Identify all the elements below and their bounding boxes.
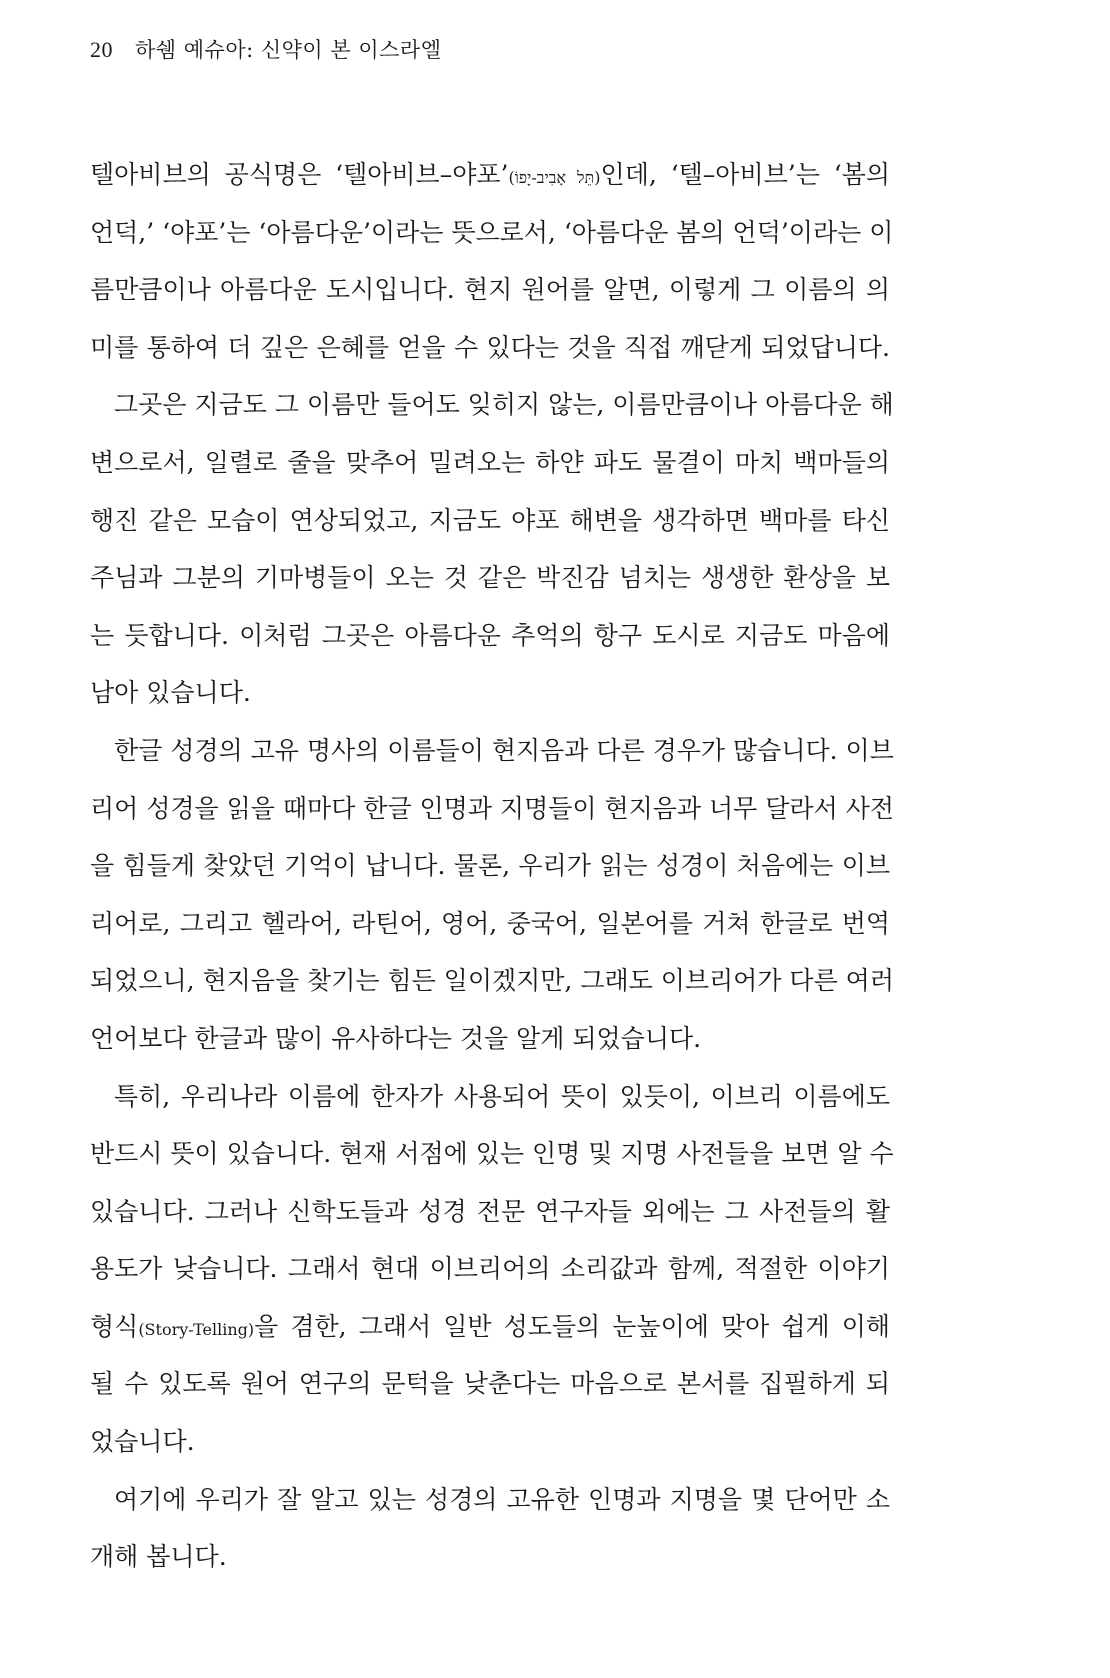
text-line	[90, 1068, 890, 1126]
text-segment: 미를 통하여 더 깊은 은혜를 얻을 수 있다는 것을 직접 깨닫게 되었답니다.	[90, 332, 890, 362]
text-line	[90, 895, 890, 953]
text-segment: 는 듯합니다. 이처럼 그곳은 아름다운 추억의 항구 도시로 지금도 마음에	[90, 620, 890, 650]
text-line	[90, 952, 894, 1010]
text-line	[90, 1413, 890, 1471]
text-line	[90, 607, 890, 665]
text-segment: 을 겸한, 그래서 일반 성도들의 눈높이에 맞아 쉽게 이해	[254, 1311, 890, 1341]
text-line	[90, 492, 890, 550]
text-segment: 여기에 우리가 잘 알고 있는 성경의 고유한 인명과 지명을 몇 단어만 소	[114, 1484, 890, 1514]
text-segment: 리어 성경을 읽을 때마다 한글 인명과 지명들이 현지음과 너무 달라서 사전	[90, 793, 894, 823]
text-segment: 텔아비브의 공식명은 ‘텔아비브–야포’	[90, 160, 509, 189]
body-text	[90, 146, 894, 1586]
text-segment: 반드시 뜻이 있습니다. 현재 서점에 있는 인명 및 지명 사전들을 보면 알 수	[90, 1139, 894, 1169]
text-segment: 되었으니, 현지음을 찾기는 힘든 일이겠지만, 그래도 이브리어가 다른 여러	[90, 966, 894, 996]
running-title: 하쉠 예슈아: 신약이 본 이스라엘	[135, 38, 442, 62]
page-number: 20	[90, 37, 113, 62]
text-line	[90, 780, 894, 838]
text-segment: 남아 있습니다.	[90, 678, 251, 708]
text-segment: 용도가 낮습니다. 그래서 현대 이브리어의 소리값과 함께, 적절한 이야기	[90, 1254, 890, 1284]
text-segment: 언덕,’ ‘야포’는 ‘아름다운’이라는 뜻으로서, ‘아름다운 봄의 언덕’이라는 이	[90, 217, 894, 247]
text-line	[90, 376, 894, 434]
text-line	[90, 1125, 894, 1183]
text-segment: 인데, ‘텔–아비브’는 ‘봄의	[600, 160, 890, 189]
text-line	[90, 549, 890, 607]
text-segment: 주님과 그분의 기마병들이 오는 것 같은 박진감 넘치는 생생한 환상을 보	[90, 563, 890, 593]
text-line	[90, 434, 890, 492]
text-segment: 리어로, 그리고 헬라어, 라틴어, 영어, 중국어, 일본어를 거쳐 한글로 번역	[90, 908, 890, 938]
inline-annotation: (Story-Telling)	[138, 1319, 255, 1339]
text-line	[90, 722, 894, 780]
text-segment: 있습니다. 그러나 신학도들과 성경 전문 연구자들 외에는 그 사전들의 활	[90, 1196, 890, 1226]
text-segment: 특히, 우리나라 이름에 한자가 사용되어 뜻이 있듯이, 이브리 이름에도	[114, 1081, 890, 1111]
text-line	[90, 204, 894, 262]
text-segment: 변으로서, 일렬로 줄을 맞추어 밀려오는 하얀 파도 물결이 마치 백마들의	[90, 447, 890, 477]
text-segment: 한글 성경의 고유 명사의 이름들이 현지음과 다른 경우가 많습니다. 이브	[114, 735, 894, 765]
text-segment: 언어보다 한글과 많이 유사하다는 것을 알게 되었습니다.	[90, 1023, 702, 1053]
text-line	[90, 146, 890, 204]
text-line	[90, 1183, 890, 1241]
running-header	[90, 34, 442, 64]
text-line	[90, 261, 890, 319]
text-line	[90, 319, 890, 377]
text-line	[90, 1355, 890, 1413]
text-segment: 그곳은 지금도 그 이름만 들어도 잊히지 않는, 이름만큼이나 아름다운 해	[114, 390, 894, 420]
text-line	[90, 837, 890, 895]
text-line	[90, 1240, 890, 1298]
text-line	[90, 1471, 890, 1529]
text-segment: 개해 봅니다.	[90, 1542, 227, 1572]
text-segment: 을 힘들게 찾았던 기억이 납니다. 물론, 우리가 읽는 성경이 처음에는 이브	[90, 851, 890, 881]
text-segment: 형식	[90, 1311, 139, 1341]
text-segment: 었습니다.	[90, 1427, 195, 1457]
text-segment: 될 수 있도록 원어 연구의 문턱을 낮춘다는 마음으로 본서를 집필하게 되	[90, 1369, 890, 1399]
text-line	[90, 1528, 890, 1586]
text-line	[90, 1010, 890, 1068]
text-line	[90, 1298, 890, 1356]
text-segment: 행진 같은 모습이 연상되었고, 지금도 야포 해변을 생각하면 백마를 타신	[90, 505, 890, 535]
text-line	[90, 664, 890, 722]
inline-annotation: (תֵּל אָבִיב-יָפוֹ)	[508, 168, 601, 187]
text-segment: 름만큼이나 아름다운 도시입니다. 현지 원어를 알면, 이렇게 그 이름의 의	[90, 275, 890, 305]
